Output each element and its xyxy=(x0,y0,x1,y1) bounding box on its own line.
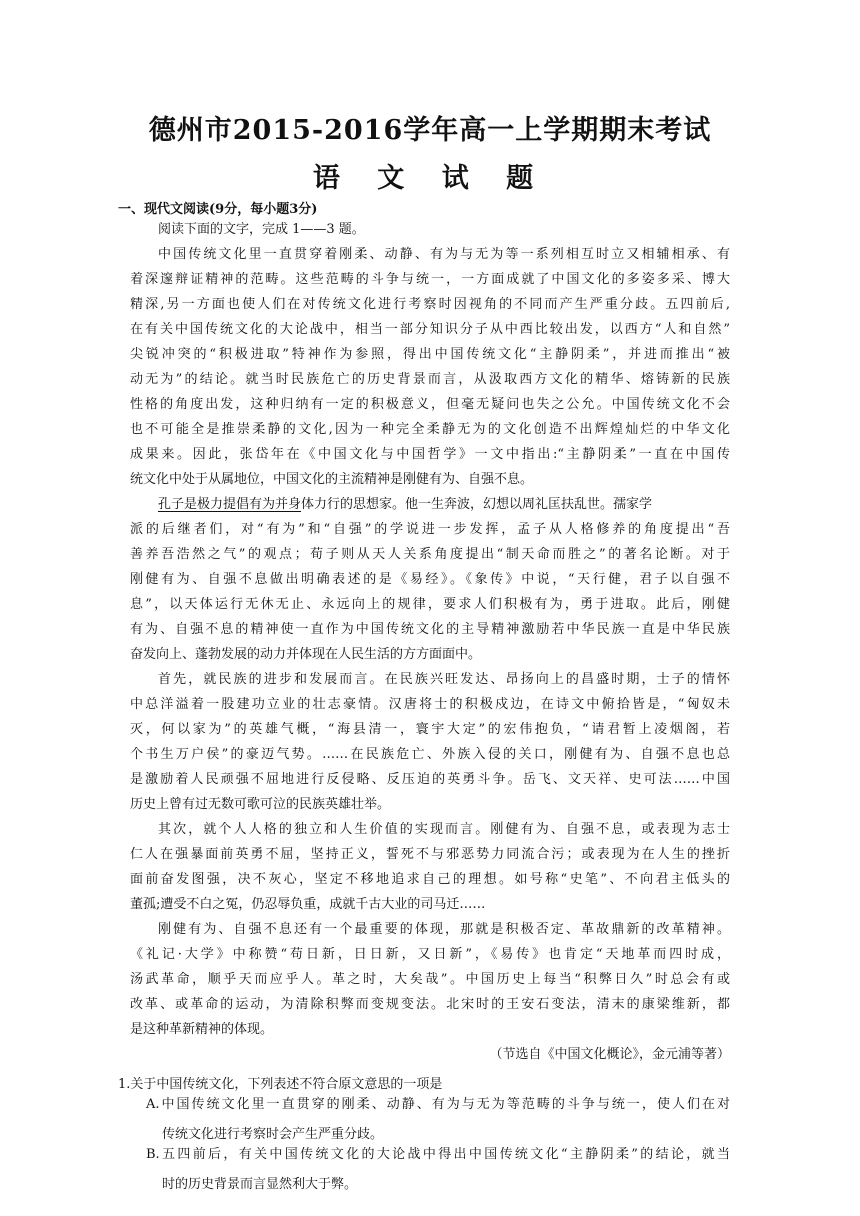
text-line: 改革、或革命的运动，为清除积弊而变规变法。北宋时的王安石变法，清末的康梁维新，都 xyxy=(130,997,730,1012)
text-line: 息”，以天体运行无休无止、永远向上的规律，要求人们积极有为，勇于进取。此后，刚健 xyxy=(130,597,730,612)
text-line: 尖锐冲突的“积极进取”特神作为参照，得出中国传统文化“主静阴柔”，并进而推出“被 xyxy=(130,347,730,362)
text-line: 成果来。因此，张岱年在《中国文化与中国哲学》一文中指出:“主静阴柔”一直在中国传 xyxy=(130,447,730,462)
exam-subtitle: 语 文 试 题 xyxy=(312,163,548,194)
text-line: 中总洋溢着一股建功立业的壮志豪情。汉唐将士的积极戍边，在诗文中俯拾皆是，“匈奴未 xyxy=(130,697,730,712)
text-line: 汤武革命，顺乎天而应乎人。革之时，大矣哉”。中国历史上每当“积弊日久”时总会有或 xyxy=(130,972,730,987)
text-line: 刚健有为、自强不息还有一个最重要的体现，那就是积极否定、革故鼎新的改革精神。 xyxy=(158,922,730,937)
text-line: 性格的角度出发，这种归纳有一定的积极意义，但毫无疑问也失之公允。中国传统文化不会 xyxy=(130,397,730,412)
question-1-option-b-cont: 时的历史背景而言显然利大于弊。 xyxy=(162,1177,358,1192)
text-line: 有为、自强不息的精神使一直作为中国传统文化的主导精神激励若中华民族一直是中华民族 xyxy=(130,622,730,637)
text-line: 个书生万户侯”的豪迈气势。……在民族危亡、外族入侵的关口，刚健有为、自强不息也总 xyxy=(130,747,730,762)
text-line: 善养吾浩然之气”的观点；荀子则从天人关系角度提出“制天命而胜之”的著名论断。对于 xyxy=(130,547,730,562)
text-line: 是这种革新精神的体现。 xyxy=(130,1022,274,1037)
text-line: 也不可能全是推崇柔静的文化,因为一种完全柔静无为的文化创造不出辉煌灿烂的中华文化 xyxy=(130,422,730,437)
text-line: 首先，就民族的进步和发展而言。在民族兴旺发达、昂扬向上的昌盛时期，士子的情怀 xyxy=(158,672,730,687)
text-line xyxy=(158,498,730,511)
text-line: 奋发向上、蓬勃发展的动力并体现在人民生活的方方面面中。 xyxy=(130,647,482,662)
text-line: 仁人在强暴面前英勇不屈，坚持正义，誓死不与邪恶势力同流合污；或表现为在人生的挫折 xyxy=(130,847,730,862)
underlined-phrase: 孔子是极力提倡有为并身 xyxy=(158,497,302,512)
section-heading: 一、现代文阅读(9分，每小题3分) xyxy=(118,202,318,217)
text-line: 精深,另一方面也使人们在对传统文化进行考察时因视角的不同而产生严重分歧。五四前后, xyxy=(130,297,730,312)
source-citation: （节选自《中国文化概论》，金元浦等著） xyxy=(489,1047,730,1062)
question-1-option-a-cont: 传统文化进行考察时会产生严重分歧。 xyxy=(162,1127,384,1142)
text-line: 动无为”的结论。就当时民族危亡的历史背景而言，从汲取西方文化的精华、熔铸新的民族 xyxy=(130,372,730,387)
text-line: 统文化中处于从属地位，中国文化的主流精神是刚健有为、自强不息。 xyxy=(130,472,534,487)
text-line: 历史上曾有过无数可歌可泣的民族英雄壮举。 xyxy=(130,797,391,812)
text-line: 刚健有为、自强不息做出明确表述的是《易经》。《象传》中说，“天行健，君子以自强不 xyxy=(130,572,730,587)
text-line: 在有关中国传统文化的大论战中，相当一部分知识分子从中西比较出发，以西方“人和自然” xyxy=(130,322,730,337)
question-1-option-a: A.中国传统文化里一直贯穿的刚柔、动静、有为与无为等范畴的斗争与统一，使人们在对 xyxy=(146,1097,730,1112)
question-1-stem: 1.关于中国传统文化，下列表述不符合原文意思的一项是 xyxy=(118,1077,443,1092)
text-line: 中国传统文化里一直贯穿着刚柔、动静、有为与无为等一系列相互时立又相辅相承、有 xyxy=(158,247,730,262)
text-line: 其次，就个人人格的独立和人生价值的实现而言。刚健有为、自强不息，或表现为志士 xyxy=(158,822,730,837)
text-line: 是激励着人民顽强不屈地进行反侵略、反压迫的英勇斗争。岳飞、文天祥、史可法……中国 xyxy=(130,772,730,787)
text-line: 派的后继者们，对“有为”和“自强”的学说进一步发挥，孟子从人格修养的角度提出“吾 xyxy=(130,522,730,537)
text-line: 着深邃辩证精神的范畴。这些范畴的斗争与统一，一方面成就了中国文化的多姿多采、博大 xyxy=(130,272,730,287)
text-line: 董孤;遭受不白之冤，仍忍辱负重，成就千古大业的司马迁…… xyxy=(130,897,486,912)
question-1-option-b: B.五四前后，有关中国传统文化的大论战中得出中国传统文化“主静阴柔”的结论，就当 xyxy=(146,1147,730,1162)
text-line: 灭，何以家为”的英雄气概，“海县清一，寰宇大定”的宏伟抱负，“请君暂上凌烟阁，若 xyxy=(130,722,730,737)
text-line: 面前奋发图强，决不灰心，坚定不移地追求自己的理想。如号称“史笔”、不向君主低头的 xyxy=(130,872,730,887)
instruction: 阅读下面的文字，完成 1——3 题。 xyxy=(158,222,365,237)
text-span: 体力行的思想家。他一生奔波，幻想以周礼匡扶乱世。孺家学 xyxy=(301,497,653,512)
text-line: 《礼记·大学》中称赞“苟日新，日日新，又日新”，《易传》也肯定“天地革而四时成， xyxy=(130,947,730,962)
exam-title: 德州市2015-2016学年高一上学期期末考试 xyxy=(148,115,712,146)
